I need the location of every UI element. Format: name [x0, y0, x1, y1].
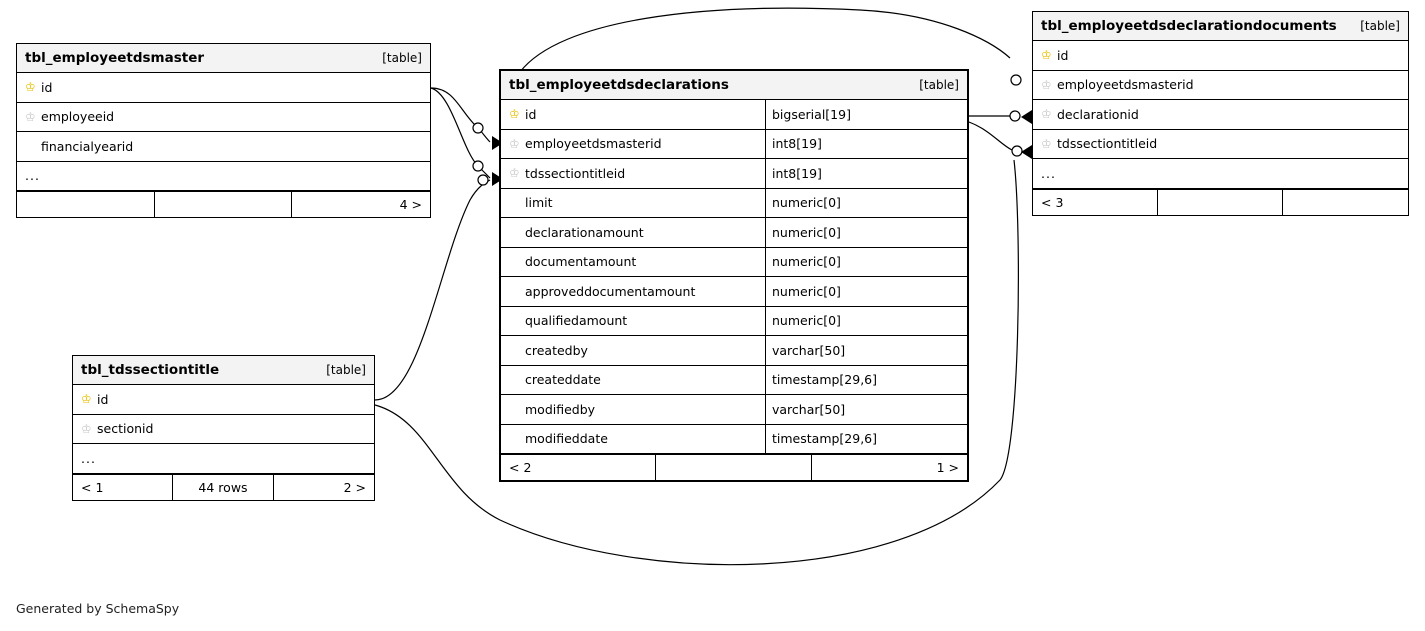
column-cell: [17, 73, 430, 102]
column-cell: [1033, 130, 1408, 159]
column-cell: [501, 248, 766, 277]
table-header[interactable]: [1033, 12, 1408, 41]
column-cell: [501, 366, 766, 395]
column-name: id: [525, 106, 537, 122]
column-cell: [73, 385, 374, 414]
column-cell: [501, 100, 766, 129]
column-type: numeric[0]: [772, 254, 841, 270]
column-name: id: [97, 391, 109, 407]
table-footer: [501, 454, 967, 480]
column-type: numeric[0]: [772, 195, 841, 211]
column-cell: [73, 415, 374, 444]
column-cell: [501, 159, 766, 188]
table-tbl-tdssectiontitle[interactable]: [72, 355, 375, 501]
table-row[interactable]: [1033, 71, 1408, 101]
column-type: varchar[50]: [772, 401, 846, 417]
table-footer: [73, 474, 374, 500]
foreign-key-icon: ♔: [81, 421, 92, 436]
table-row[interactable]: [501, 248, 967, 278]
table-row-more[interactable]: [17, 162, 430, 192]
column-type: timestamp[29,6]: [772, 431, 878, 447]
footer-right[interactable]: 4 >: [399, 197, 423, 212]
column-name: documentamount: [525, 254, 637, 270]
table-title: tbl_employeetdsdeclarationdocuments: [1041, 18, 1337, 34]
table-row[interactable]: [501, 130, 967, 160]
column-name: employeetdsmasterid: [525, 136, 662, 152]
column-cell: [1033, 41, 1408, 70]
table-row[interactable]: [501, 100, 967, 130]
column-name: createdby: [525, 342, 588, 358]
column-name: employeetdsmasterid: [1057, 77, 1194, 93]
foreign-key-icon: ♔: [509, 136, 520, 151]
column-cell: [1033, 159, 1408, 188]
table-title: tbl_tdssectiontitle: [81, 362, 220, 378]
no-key-icon: [509, 285, 519, 297]
column-cell: [501, 277, 766, 306]
table-row[interactable]: [17, 103, 430, 133]
table-header[interactable]: [17, 44, 430, 73]
footer-left[interactable]: < 3: [1033, 190, 1158, 215]
column-cell: [501, 336, 766, 365]
column-name: declarationamount: [525, 224, 644, 240]
footer-left[interactable]: < 2: [501, 455, 656, 480]
column-cell: [1033, 100, 1408, 129]
no-key-icon: [509, 374, 519, 386]
column-type: numeric[0]: [772, 283, 841, 299]
no-key-icon: [25, 140, 35, 152]
table-row[interactable]: [501, 336, 967, 366]
column-cell: [17, 103, 430, 132]
column-name: modifieddate: [525, 431, 608, 447]
column-cell: [501, 218, 766, 247]
column-name: id: [41, 79, 53, 95]
foreign-key-icon: ♔: [25, 109, 36, 124]
no-key-icon: [509, 226, 519, 238]
table-title: tbl_employeetdsdeclarations: [509, 77, 729, 93]
footer-left[interactable]: < 1: [73, 475, 173, 500]
table-row[interactable]: [501, 189, 967, 219]
footer-right[interactable]: 1 >: [936, 460, 959, 475]
foreign-key-icon: ♔: [509, 166, 520, 181]
column-name: sectionid: [97, 421, 154, 437]
no-key-icon: [509, 403, 519, 415]
foreign-key-icon: ♔: [1041, 77, 1052, 92]
table-row[interactable]: [1033, 130, 1408, 160]
column-cell: [17, 132, 430, 161]
more-columns-label: ...: [81, 450, 96, 466]
no-key-icon: [509, 256, 519, 268]
table-row[interactable]: [17, 132, 430, 162]
table-tbl-employeetdsdeclarationdocuments[interactable]: [1032, 11, 1409, 216]
generated-by-label: Generated by SchemaSpy: [16, 601, 180, 616]
table-row-more[interactable]: [73, 444, 374, 474]
no-key-icon: [509, 197, 519, 209]
foreign-key-icon: ♔: [1041, 107, 1052, 122]
table-header[interactable]: [73, 356, 374, 385]
column-cell: [501, 425, 766, 454]
column-name: modifiedby: [525, 401, 596, 417]
primary-key-icon: ♔: [1041, 48, 1052, 63]
column-type: int8[19]: [772, 165, 822, 181]
primary-key-icon: ♔: [81, 392, 92, 407]
footer-right[interactable]: 2 >: [343, 479, 366, 495]
footer-rowcount: 44 rows: [173, 475, 273, 500]
table-tag: [table]: [919, 78, 959, 92]
column-cell: [1033, 71, 1408, 100]
table-row[interactable]: [1033, 100, 1408, 130]
column-cell: [501, 395, 766, 424]
table-title: tbl_employeetdsmaster: [25, 50, 205, 66]
column-name: approveddocumentamount: [525, 283, 696, 299]
footer-mid: [155, 192, 293, 217]
table-tag: [table]: [326, 363, 366, 377]
table-footer: [1033, 189, 1408, 215]
column-type: int8[19]: [772, 136, 822, 152]
primary-key-icon: ♔: [25, 80, 36, 95]
footer-mid: [1158, 190, 1283, 215]
table-row[interactable]: [501, 395, 967, 425]
column-name: qualifiedamount: [525, 313, 628, 329]
column-type: bigserial[19]: [772, 106, 851, 122]
table-row[interactable]: [501, 307, 967, 337]
table-header[interactable]: [501, 71, 967, 100]
footer-left[interactable]: [17, 192, 155, 217]
foreign-key-icon: ♔: [1041, 136, 1052, 151]
table-footer: [17, 191, 430, 217]
table-row[interactable]: [501, 366, 967, 396]
table-tbl-employeetdsdeclarations[interactable]: [499, 69, 969, 482]
footer-mid: [656, 455, 811, 480]
column-name: tdssectiontitleid: [1057, 136, 1158, 152]
no-key-icon: [509, 315, 519, 327]
column-cell: [17, 162, 430, 191]
column-type: numeric[0]: [772, 313, 841, 329]
primary-key-icon: ♔: [509, 107, 520, 122]
more-columns-label: ...: [1041, 165, 1056, 181]
table-row[interactable]: [501, 277, 967, 307]
table-row[interactable]: [17, 73, 430, 103]
column-name: employeeid: [41, 109, 115, 125]
table-tbl-employeetdsmaster[interactable]: [16, 43, 431, 218]
column-cell: [501, 189, 766, 218]
column-name: limit: [525, 195, 553, 211]
no-key-icon: [509, 344, 519, 356]
column-name: tdssectiontitleid: [525, 165, 626, 181]
column-name: declarationid: [1057, 106, 1139, 122]
column-name: financialyearid: [41, 138, 134, 154]
column-cell: [73, 444, 374, 473]
footer-right[interactable]: [1283, 190, 1408, 215]
no-key-icon: [509, 433, 519, 445]
table-row-more[interactable]: [1033, 159, 1408, 189]
table-row[interactable]: [73, 415, 374, 445]
column-name: id: [1057, 47, 1069, 63]
column-type: timestamp[29,6]: [772, 372, 878, 388]
column-name: createddate: [525, 372, 601, 388]
column-type: numeric[0]: [772, 224, 841, 240]
table-tag: [table]: [1360, 19, 1400, 33]
column-type: varchar[50]: [772, 342, 846, 358]
table-tag: [table]: [382, 51, 422, 65]
column-cell: [501, 307, 766, 336]
table-row[interactable]: [501, 159, 967, 189]
table-row[interactable]: [501, 218, 967, 248]
table-row[interactable]: [1033, 41, 1408, 71]
table-row[interactable]: [501, 425, 967, 455]
table-row[interactable]: [73, 385, 374, 415]
column-cell: [501, 130, 766, 159]
more-columns-label: ...: [25, 168, 40, 184]
